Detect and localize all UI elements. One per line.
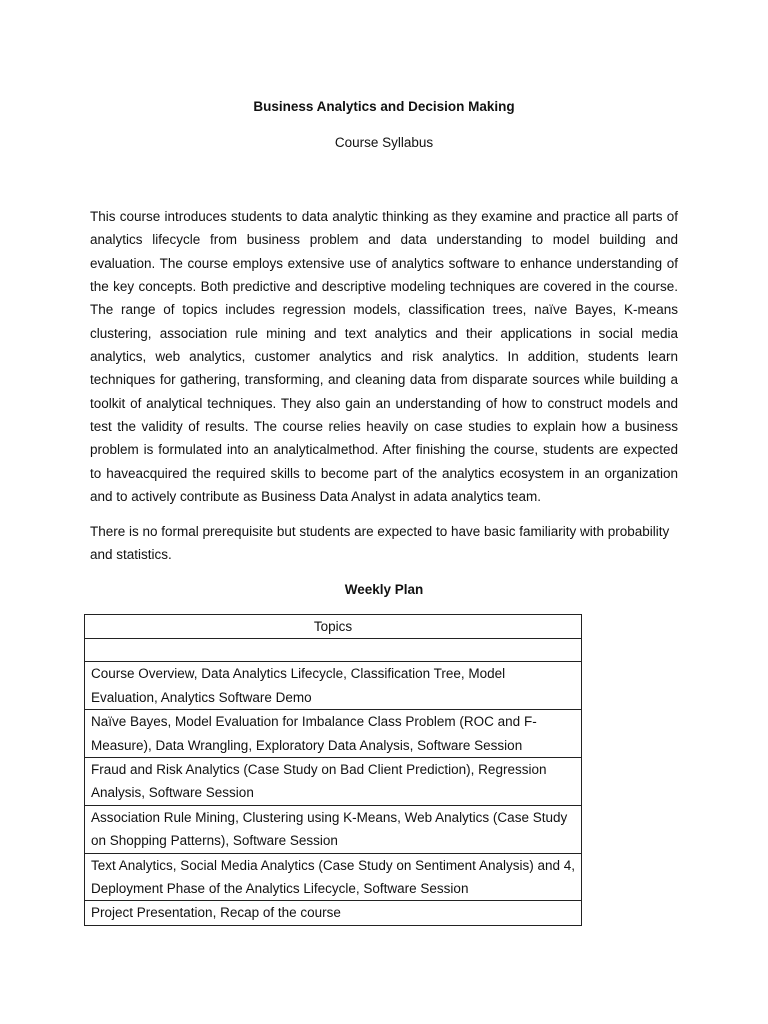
table-row xyxy=(85,901,582,925)
topic-cell: Course Overview, Data Analytics Lifecycle, Classification Tree, Model Evaluation, Analytics Software Demo xyxy=(85,662,582,710)
document-title: Business Analytics and Decision Making xyxy=(253,99,515,114)
empty-table-cell xyxy=(85,639,582,662)
weekly-plan-table xyxy=(84,614,582,926)
table-row xyxy=(85,710,582,758)
table-row xyxy=(85,662,582,710)
table-row xyxy=(85,805,582,853)
table-row xyxy=(85,639,582,662)
topic-cell: Naïve Bayes, Model Evaluation for Imbalance Class Problem (ROC and F-Measure), Data Wrangling, Exploratory Data Analysis, Software Session xyxy=(85,710,582,758)
topic-cell: Association Rule Mining, Clustering using K-Means, Web Analytics (Case Study on Shopping Patterns), Software Session xyxy=(85,805,582,853)
topic-cell: Fraud and Risk Analytics (Case Study on Bad Client Prediction), Regression Analysis, Software Session xyxy=(85,758,582,806)
table-row xyxy=(85,758,582,806)
table-header-row xyxy=(85,615,582,639)
topic-cell: Text Analytics, Social Media Analytics (Case Study on Sentiment Analysis) and 4, Deployment Phase of the Analytics Lifecycle, Software Session xyxy=(85,853,582,901)
document-subtitle: Course Syllabus xyxy=(334,135,434,150)
course-description-paragraph: This course introduces students to data analytic thinking as they examine and practice all parts of analytics lifecycle from business problem and data understanding to model building and evaluation. The course employs extensive use of analytics software to enhance understanding of the key concepts. Both predictive and descriptive modeling techniques are covered in the course. The range of topics includes regression models, classification trees, naïve Bayes, K-means clustering, association rule mining and text analytics and their applications in social media analytics, web analytics, customer analytics and risk analytics. In addition, students learn techniques for gathering, transforming, and cleaning data from disparate sources while building a toolkit of analytical techniques. They also gain an understanding of how to construct models and test the validity of results. The course relies heavily on case studies to explain how a business problem is formulated into an analyticalmethod. After finishing the course, students are expected to haveacquired the required skills to become part of the analytics ecosystem in an organization and to actively contribute as Business Data Analyst in adata analytics team. xyxy=(90,209,678,505)
topics-column-header: Topics xyxy=(85,615,582,639)
weekly-plan-heading: Weekly Plan xyxy=(344,582,424,597)
table-row xyxy=(85,853,582,901)
topic-cell: Project Presentation, Recap of the course xyxy=(85,901,582,925)
prerequisite-paragraph: There is no formal prerequisite but students are expected to have basic familiarity with probability and statistics. xyxy=(90,524,670,563)
